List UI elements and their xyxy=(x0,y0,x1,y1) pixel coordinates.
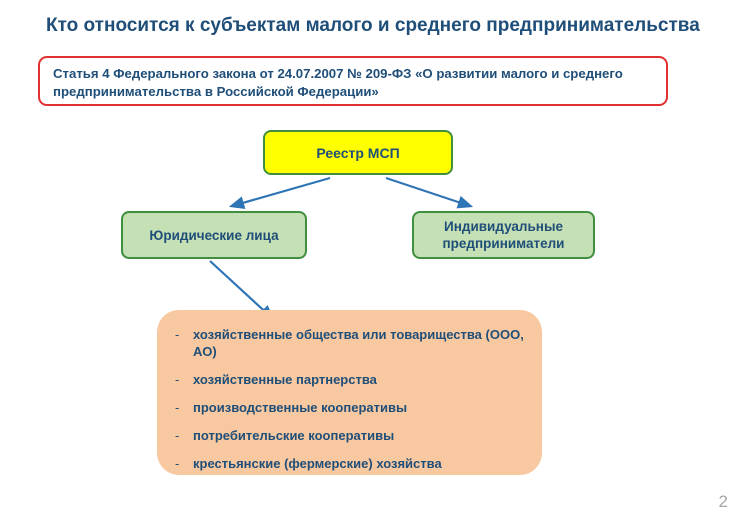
list-bullet-dash: - xyxy=(175,372,180,387)
list-bullet-dash: - xyxy=(175,456,180,471)
law-reference-line-1: Статья 4 Федерального закона от 24.07.2007 № 209-ФЗ «О развитии малого и среднего xyxy=(53,66,623,81)
list-item-label: крестьянские (фермерские) хозяйства xyxy=(193,456,442,471)
node-reestr-msp xyxy=(263,130,453,175)
list-bullet-dash: - xyxy=(175,400,180,415)
list-item-label: производственные кооперативы xyxy=(193,400,408,415)
node-individual-entrepreneurs xyxy=(412,211,595,259)
connector-reestr-to-ip xyxy=(386,178,470,206)
list-item xyxy=(175,326,526,360)
list-item xyxy=(175,399,526,416)
connector-reestr-to-legal xyxy=(232,178,330,206)
list-item-label: потребительские кооперативы xyxy=(193,428,395,443)
slide-left-accent-bar xyxy=(0,0,19,518)
node-reestr-msp-label: Реестр МСП xyxy=(316,144,400,161)
page-title: Кто относится к субъектам малого и среднего предпринимательства xyxy=(46,15,700,36)
list-item xyxy=(175,455,526,472)
list-item xyxy=(175,427,526,444)
list-item xyxy=(175,371,526,388)
list-bullet-dash: - xyxy=(175,428,180,443)
page-number: 2 xyxy=(718,492,728,511)
node-legal-entities xyxy=(121,211,307,259)
node-legal-entities-label: Юридические лица xyxy=(149,227,279,243)
list-bullet-dash: - xyxy=(175,327,180,342)
law-reference-line-2: предпринимательства в Российской Федерации» xyxy=(53,84,379,99)
legal-entity-types-list xyxy=(157,310,542,475)
law-reference-box xyxy=(38,56,668,106)
list-item-label: хозяйственные партнерства xyxy=(193,372,377,387)
node-individual-entrepreneurs-label: Индивидуальные предприниматели xyxy=(442,219,565,251)
list-item-label: хозяйственные общества или товарищества (ООО, АО) xyxy=(193,327,524,359)
